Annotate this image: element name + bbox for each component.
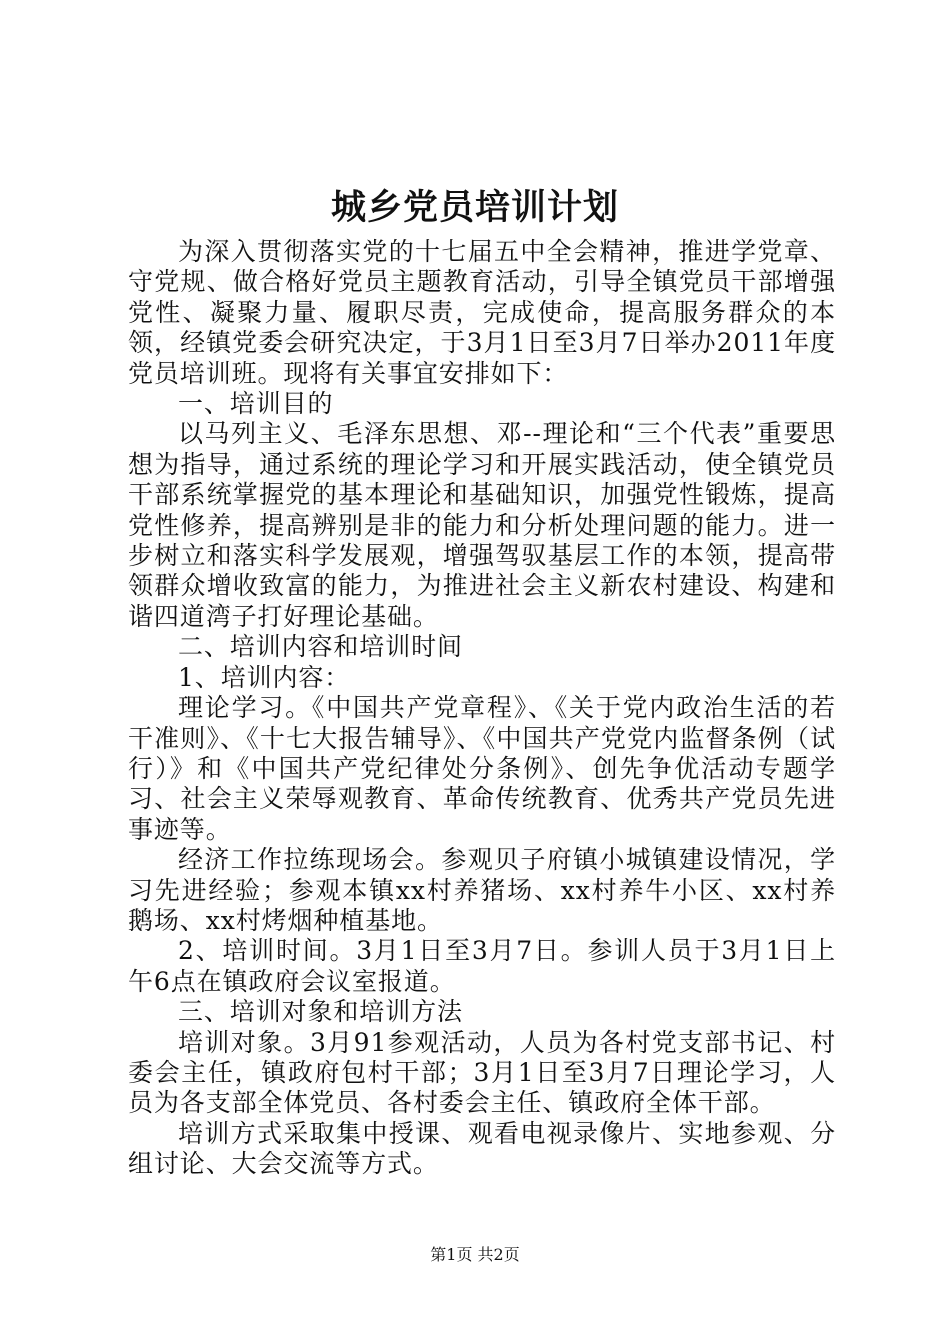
subheading-training-content: 1、培训内容：	[178, 662, 351, 692]
heading-training-purpose: 一、培训目的	[178, 389, 334, 419]
heading-targets-and-methods: 三、培训对象和培训方法	[178, 997, 463, 1027]
paragraph-training-methods: 培训方式采取集中授课、观看电视录像片、实地参观、分组讨论、大会交流等方式。	[128, 1118, 836, 1179]
page-number-footer: 第1页 共2页	[430, 1245, 520, 1264]
paragraph-site-visit: 经济工作拉练现场会。参观贝子府镇小城镇建设情况，学习先进经验；参观本镇xx村养猪场、xx村养牛小区、xx村养鹅场、xx村烤烟种植基地。	[128, 845, 836, 935]
paragraph-theory-study: 理论学习。《中国共产党章程》、《关于党内政治生活的若干准则》、《十七大报告辅导》、《中国共产党党内监督条例（试行）》和《中国共产党纪律处分条例》、创先争优活动专题学习、社会主义荣辱观教育、革命传统教育、优秀共产党员先进事迹等。	[128, 693, 836, 844]
heading-content-and-time: 二、培训内容和培训时间	[178, 632, 463, 662]
paragraph-training-targets: 培训对象。3月91参观活动，人员为各村党支部书记、村委会主任，镇政府包村干部；3月1日至3月7日理论学习，人员为各支部全体党员、各村委会主任、镇政府全体干部。	[128, 1027, 836, 1118]
paragraph-intro: 为深入贯彻落实党的十七届五中全会精神，推进学党章、守党规、做合格好党员主题教育活动，引导全镇党员干部增强党性、凝聚力量、履职尽责，完成使命，提高服务群众的本领，经镇党委会研究决定，于3月1日至3月7日举办2011年度党员培训班。现将有关事宜安排如下：	[128, 237, 836, 388]
document-body	[128, 237, 836, 1180]
document-title: 城乡党员培训计划	[330, 187, 619, 228]
paragraph-training-purpose: 以马列主义、毛泽东思想、邓--理论和“三个代表”重要思想为指导，通过系统的理论学习和开展实践活动，使全镇党员干部系统掌握党的基本理论和基础知识，加强党性锻炼，提高党性修养，提高辨别是非的能力和分析处理问题的能力。进一步树立和落实科学发展观，增强驾驭基层工作的本领，提高带领群众增收致富的能力，为推进社会主义新农村建设、构建和谐四道湾子打好理论基础。	[128, 419, 836, 631]
paragraph-training-time: 2、培训时间。3月1日至3月7日。参训人员于3月1日上午6点在镇政府会议室报道。	[128, 936, 836, 996]
